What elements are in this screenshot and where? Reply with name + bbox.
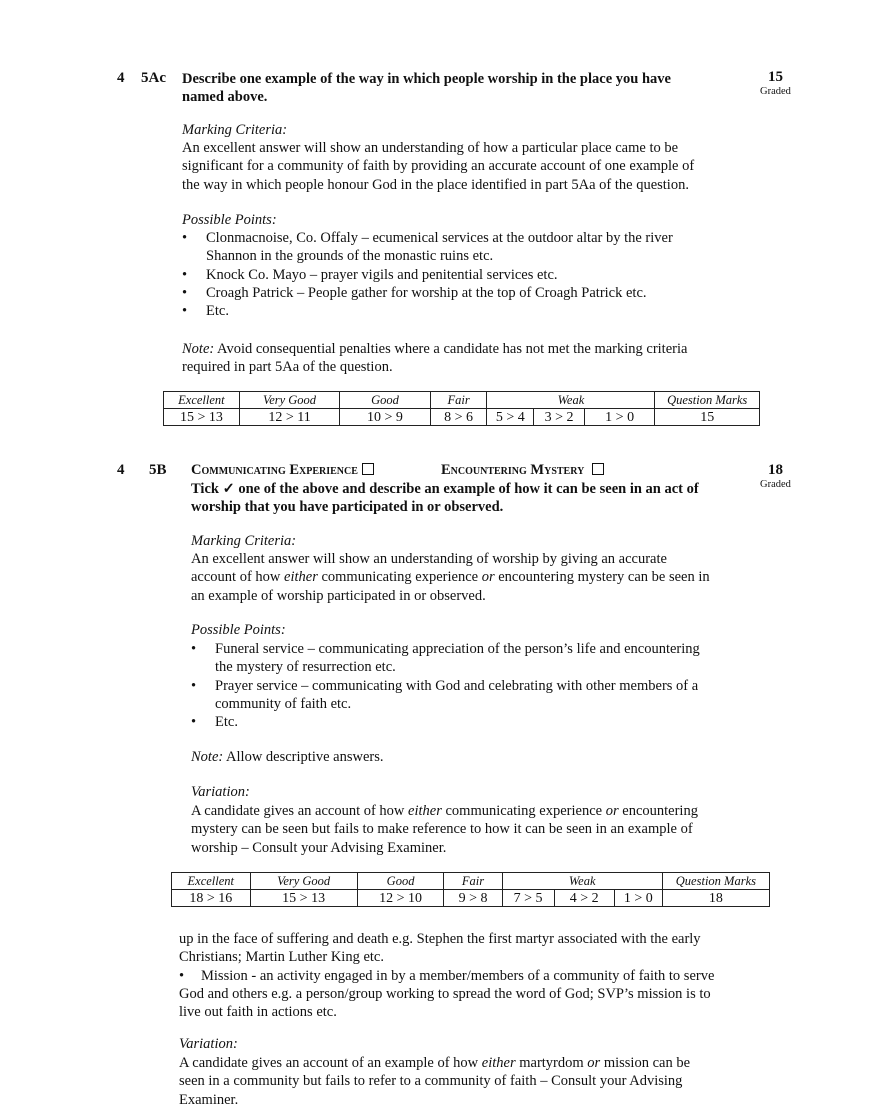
criteria-text: An excellent answer will show an understanding of worship by giving an accurate account of how either communicating experience or encountering mystery can be seen in an example of worship participated in or observed. bbox=[191, 551, 710, 604]
variation-text: A candidate gives an account of how either communicating experience or encountering mystery can be seen but fails to make reference to how it can be seen in an example of worship – Consult your Advising Examiner. bbox=[191, 803, 698, 856]
note-label: Note: bbox=[191, 749, 224, 765]
criteria-line: the way in which people honour God in the place identified in part 5Aa of the question. bbox=[182, 176, 689, 193]
question-code: 5B bbox=[149, 462, 167, 478]
marks-table-row: 15 > 13 12 > 11 10 > 9 8 > 6 5 > 4 3 > 2 1 > 0 15 bbox=[164, 409, 760, 426]
marks-table bbox=[163, 391, 760, 426]
criteria-text bbox=[182, 139, 762, 194]
points-heading: Possible Points: bbox=[191, 622, 286, 638]
note: Note: Avoid consequential penalties where a candidate has not met the marking criteria required in part 5Aa of the question. bbox=[182, 341, 688, 376]
question-text bbox=[182, 70, 742, 107]
list-item: • Croagh Patrick – People gather for worship at the top of Croagh Patrick etc. bbox=[182, 284, 742, 302]
question-text bbox=[191, 480, 761, 517]
question-code: 5Ac bbox=[141, 70, 166, 86]
checkbox[interactable] bbox=[362, 463, 374, 475]
question-line: Describe one example of the way in which people worship in the place you have bbox=[182, 71, 671, 87]
checkbox[interactable] bbox=[592, 463, 604, 475]
list-item: • Prayer service – communicating with God and celebrating with other members of a community of faith etc. bbox=[191, 677, 761, 714]
marks-table bbox=[171, 872, 770, 907]
marks-table-header: Excellent Very Good Good Fair Weak Question Marks bbox=[164, 392, 760, 409]
question-line: worship that you have participated in or observed. bbox=[191, 499, 504, 516]
question-line: Tick ✓ one of the above and describe an example of how it can be seen in an act of bbox=[191, 481, 699, 497]
points-list bbox=[191, 640, 761, 731]
criteria-heading: Marking Criteria: bbox=[182, 122, 288, 138]
variation-heading: Variation: bbox=[191, 784, 250, 800]
graded-label: Graded bbox=[760, 86, 791, 97]
criteria-line: significant for a community of faith by providing an accurate account of one example of bbox=[182, 158, 695, 175]
variation-heading: Variation: bbox=[179, 1036, 238, 1052]
question-line: named above. bbox=[182, 89, 268, 106]
note-label: Note: bbox=[182, 341, 215, 357]
note: Note: Allow descriptive answers. bbox=[191, 749, 384, 765]
criteria-line: An excellent answer will show an understanding of how a particular place came to be bbox=[182, 140, 679, 156]
question-number: 4 bbox=[117, 70, 125, 86]
variation-text: A candidate gives an account of an example of how either martyrdom or mission can be seen in a community but fails to refer to a community of faith – Consult your Advising Examiner. bbox=[179, 1055, 691, 1108]
points-heading: Possible Points: bbox=[182, 212, 277, 228]
list-item: • Etc. bbox=[182, 302, 742, 320]
question-number: 4 bbox=[117, 462, 125, 478]
points-list bbox=[182, 229, 742, 320]
list-item: • Etc. bbox=[191, 713, 761, 731]
marks-value: 18 bbox=[768, 462, 783, 478]
list-item: • Mission - an activity engaged in by a member/members of a community of faith to serve bbox=[179, 967, 715, 984]
option-communicating-experience[interactable]: Communicating Experience bbox=[191, 462, 374, 479]
criteria-heading: Marking Criteria: bbox=[191, 533, 297, 549]
list-item: • Funeral service – communicating appreciation of the person’s life and encountering the mystery of resurrection etc. bbox=[191, 640, 761, 677]
graded-label: Graded bbox=[760, 479, 791, 490]
list-item: • Knock Co. Mayo – prayer vigils and penitential services etc. bbox=[182, 266, 742, 284]
list-item: • Clonmacnoise, Co. Offaly – ecumenical services at the outdoor altar by the river Shannon in the grounds of the monastic ruins etc. bbox=[182, 229, 742, 266]
marks-table-header: Excellent Very Good Good Fair Weak Question Marks bbox=[172, 873, 770, 890]
marks-value: 15 bbox=[768, 69, 783, 85]
option-encountering-mystery[interactable]: Encountering Mystery bbox=[441, 462, 604, 479]
overflow-text: up in the face of suffering and death e.g. Stephen the first martyr associated with the early Christians; Martin Luther King etc. • Mission - an activity engaged in by a member/members of a community of faith to serve God and others e.g. a person/group working to spread the word of God; SVP’s mission is to live out faith in actions etc. bbox=[179, 930, 769, 1021]
marks-table-row: 18 > 16 15 > 13 12 > 10 9 > 8 7 > 5 4 > 2 1 > 0 18 bbox=[172, 890, 770, 907]
